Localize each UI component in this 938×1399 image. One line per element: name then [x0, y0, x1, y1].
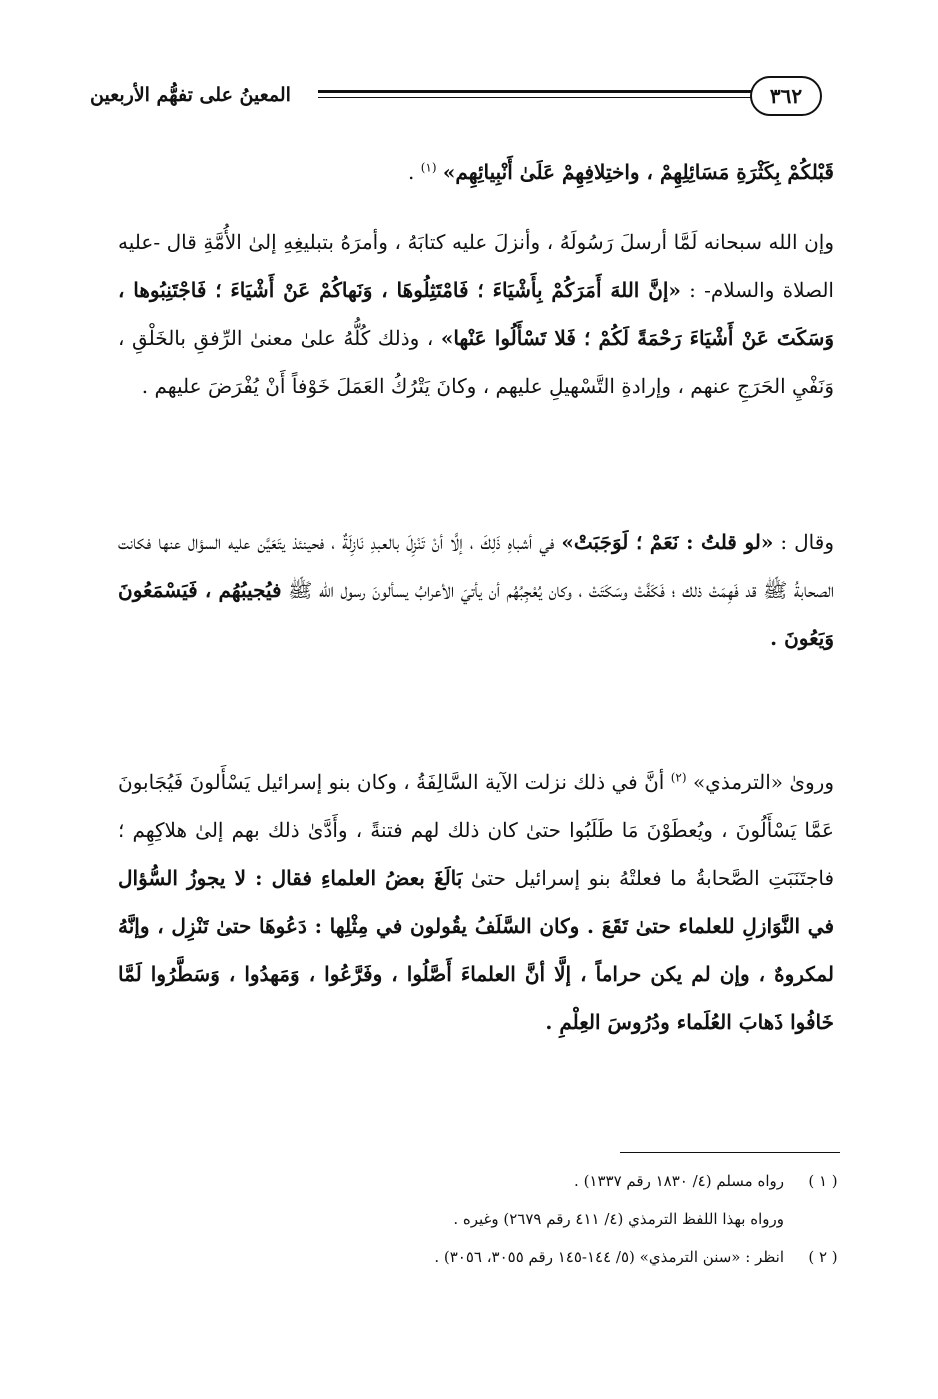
footnote-2-text: انظر : «سنن الترمذي» (٥/ ١٤٤-١٤٥ رقم ٣٠٥٥، ٣٠٥٦) .: [434, 1248, 784, 1266]
paragraph-3: [118, 518, 834, 662]
footnote-1: [300, 1162, 840, 1200]
paragraph-4-text: أنَّ في ذلك نزلت الآية السَّالِفَةُ ، وكان بنو إسرائيل يَسْأَلونَ فَيُجَابونَ عَمَّا يَسْأَلُونَ ، ويُعطَوْنَ مَا طَلَبُوا حتىٰ كان ذلك لهم فتنةً ، وأَدَّىٰ ذلك بهم إلىٰ هلاكِهِم ؛ فاجتَنَبَتِ الصَّحابةُ ما فعلتْهُ بنو إسرائيل حتىٰ: [118, 770, 835, 890]
paragraph-2-intro: وإن الله سبحانه لَمَّا أرسلَ رَسُولَهُ ، وأنزلَ عليه كتابَهُ ، وأمرَهُ بتبليغِهِ إلىٰ الأُمَّةِ قال -عليه الصلاة والسلام- :: [118, 230, 834, 302]
footnote-1-text: رواه مسلم (٤/ ١٨٣٠ رقم ١٣٣٧) .: [574, 1172, 784, 1190]
running-head-title: المعينُ على تفهُّم الأربعين: [90, 84, 291, 106]
page-number-badge: ٣٦٢: [750, 76, 822, 116]
footnote-ref-1: (١): [420, 160, 437, 175]
period: .: [408, 160, 415, 184]
footnote-ref-2: (٢): [670, 770, 687, 785]
footnote-1-number: ( ١ ): [808, 1172, 838, 1190]
footnote-2-number: ( ٢ ): [808, 1248, 838, 1266]
footnote-separator: [620, 1152, 840, 1153]
paragraph-4-bold: بَالَغَ بعضُ العلماءِ فقال : لا يجوزُ السُّؤال في النَّوَازلِ للعلماء حتىٰ تَقَعَ . وكان السَّلَفُ يقُولون في مِثْلِها : دَعُوهَا حتىٰ تَنْزِل ، وإنَّهُ لمكروهٌ ، وإن لم يكن حراماً ، إلَّا أنَّ العلماءَ أَصَّلُوا ، وفَرَّعُوا ، وَمَهدُوا ، وَسَطَّرُوا لَمَّا خَافُوا ذَهابَ العُلَماء ودُرُوسَ العِلْمِ .: [118, 866, 834, 1034]
hadith-quote-2: «لو قلتُ : نَعَمْ ؛ لَوَجَبَتْ»: [561, 530, 774, 554]
paragraph-3-text: في أشباهِ ذَلِكَ ، إلَّا أنْ تَنْزِلَ بالعبدِ نَازِلَةٌ ، فحينئذ يتَعَيَّن عليه السؤال عنها فكانت الصحابةُ ﷺ قد فَهِمَتْ ذلك ؛ فَكَفَّتْ وسَكَتَتْ ، وكان يُعْجِبُهُم أن يأتيَ الأعرابُ يسألونَ رسول الله ﷺ: [118, 530, 835, 602]
paragraph-2: [118, 218, 834, 410]
footnote-1-continued: ورواه بهذا اللفظ الترمذي (٤/ ٤١١ رقم ٢٦٧٩) وغيره .: [453, 1210, 784, 1228]
paragraph-3-intro: وقال :: [780, 530, 834, 554]
footnote-2: [300, 1238, 840, 1276]
paragraph-4-intro: وروىٰ «الترمذي»: [692, 770, 834, 794]
header-double-rule: [318, 90, 758, 102]
footnotes: [300, 1162, 840, 1276]
paragraph-4: [118, 758, 834, 1046]
paragraph-3-bold: فيُجيبُهُم ، فَيَسْمَعُونَ وَيَعُونَ .: [118, 578, 834, 650]
hadith-quote: «إنَّ اللهَ أَمَرَكُمْ بِأَشْيَاءَ ؛ فَامْتَثِلُوهَا ، وَنَهاكُمْ عَنْ أَشْيَاءَ ؛ فَاجْتَنِبُوها ، وَسَكَتَ عَنْ أَشْيَاءَ رَحْمَةً لَكُمْ ؛ فَلا تَسْأَلُوا عَنْها»: [118, 278, 834, 350]
paragraph-2-text: ، وذلك كُلُّهُ علىٰ معنىٰ الرِّفقِ بالخَلْقِ ، وَنَفْيِ الحَرَجِ عنهم ، وإرادةِ التَّسْهيلِ عليهم ، وكانَ يَتْرُكُ العَمَلَ خَوْفاً أَنْ يُفْرَضَ عليهم .: [118, 326, 834, 398]
hadith-quote-end: قَبْلكُمْ بِكَثْرَةِ مَسَائِلِهِمْ ، واختِلافِهِمْ عَلَىٰ أَنْبِيائِهِم»: [442, 160, 834, 184]
paragraph-1: [118, 148, 834, 196]
